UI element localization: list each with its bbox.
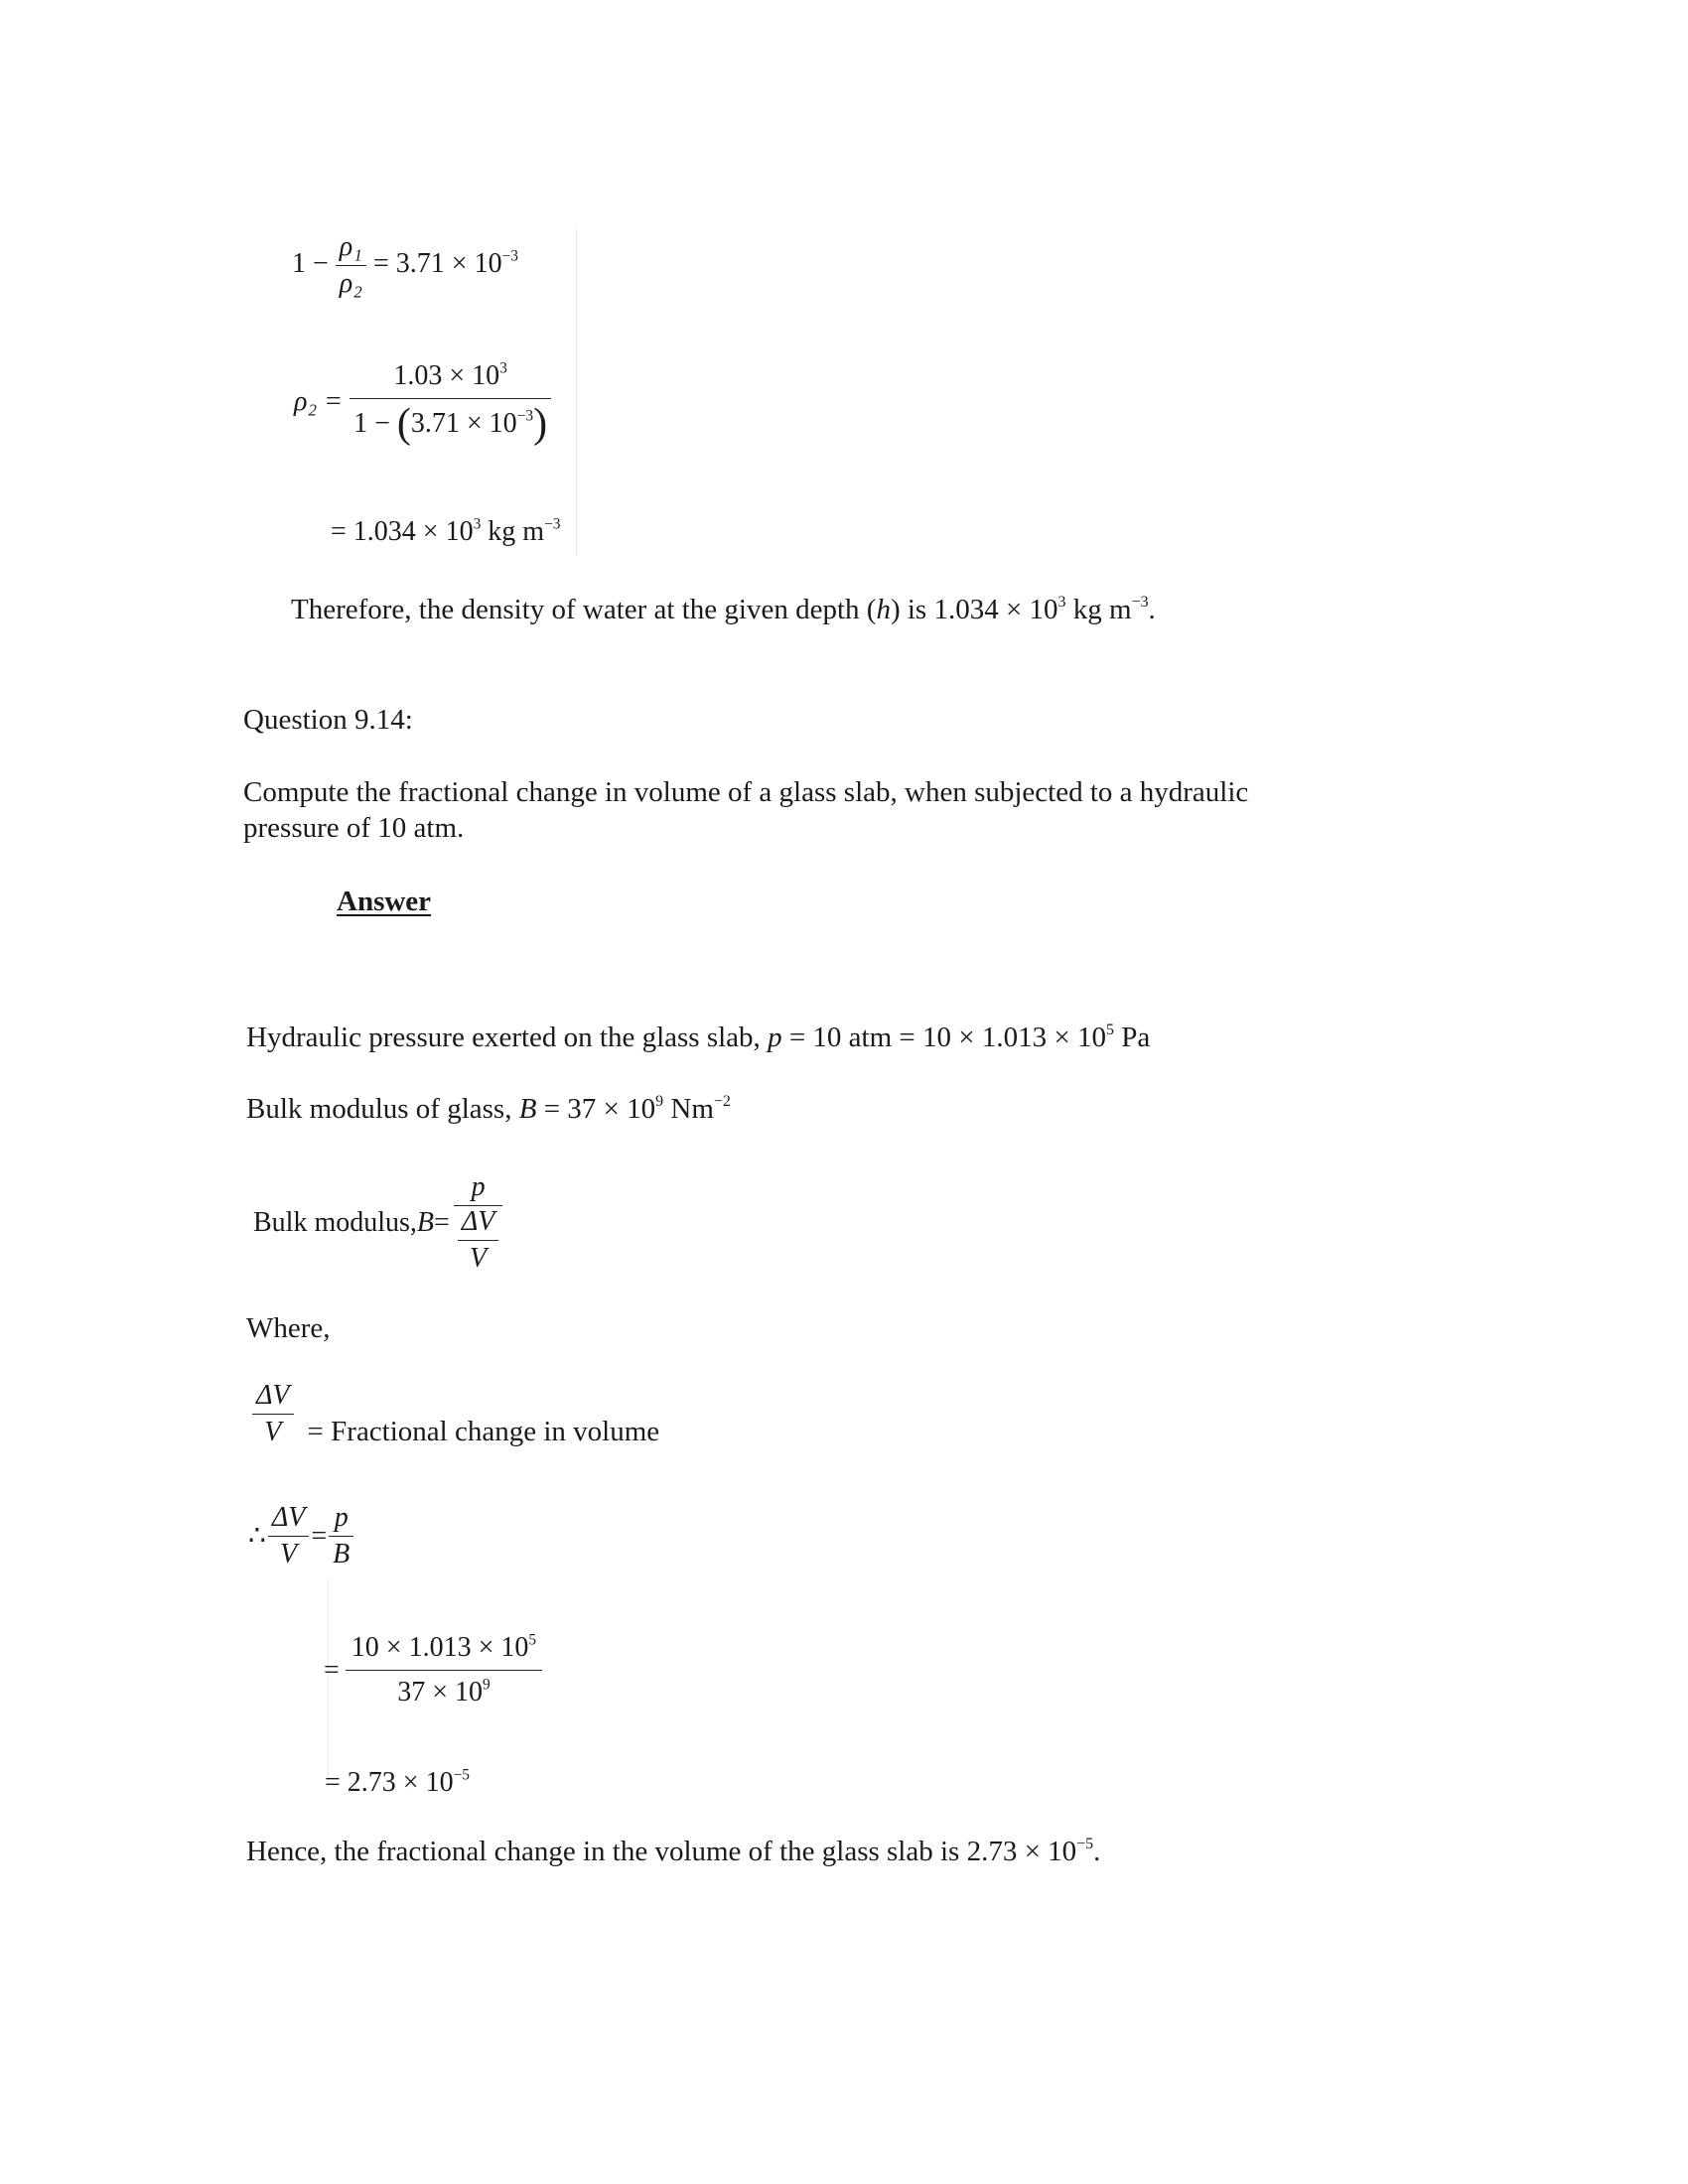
conclusion-unit: kg m	[1065, 594, 1132, 625]
result-exponent: −5	[453, 1766, 470, 1784]
pressure-var: p	[768, 1022, 782, 1053]
frac-def-fraction	[252, 1382, 294, 1446]
calc-num-exponent: 5	[528, 1631, 537, 1649]
eq3-text: = 1.034 × 10	[331, 516, 474, 547]
eq2-right-paren: )	[533, 401, 548, 447]
question-title: Question 9.14:	[243, 704, 413, 736]
bulk-def-inner-fraction	[458, 1208, 499, 1273]
eq3-unit: kg m	[488, 516, 545, 547]
eq1-rhs: = 3.71 × 10	[372, 247, 502, 279]
pressure-exponent: 5	[1105, 1022, 1114, 1039]
bulk-def-inner-denominator: V	[470, 1243, 488, 1274]
calc-denominator	[346, 1671, 542, 1706]
eq1-fraction	[336, 233, 366, 298]
final-text: Hence, the fractional change in the volume of the glass slab is 2.73 × 10	[246, 1836, 1077, 1867]
bulk-var: B	[518, 1093, 537, 1125]
conclusion-exponent: 3	[1057, 594, 1066, 612]
bulk-def-fraction	[454, 1173, 503, 1273]
frac-def-denominator: V	[264, 1417, 282, 1447]
calculation-result	[325, 1766, 470, 1798]
where-label: Where,	[246, 1312, 331, 1344]
eq2-numerator	[350, 359, 551, 399]
eq1-numerator: ρ₁	[336, 233, 366, 266]
bulk-def-denominator	[454, 1206, 503, 1273]
density-conclusion	[291, 596, 1156, 624]
bulk-unit-exponent: −2	[713, 1093, 731, 1111]
conclusion-end: .	[1148, 594, 1156, 625]
pressure-unit: Pa	[1113, 1022, 1151, 1053]
bulk-def-var: B	[416, 1207, 435, 1238]
therefore-right-fraction	[329, 1504, 353, 1569]
bulk-def-numerator: p	[454, 1173, 503, 1206]
conclusion-post: ) is 1.034 × 10	[890, 594, 1058, 625]
equation-rho2-result	[331, 515, 561, 547]
bulk-exponent: 9	[655, 1093, 664, 1111]
eq2-fraction	[350, 359, 551, 447]
bulk-modulus-glass-line	[246, 1095, 731, 1124]
calc-den-exponent: 9	[482, 1676, 491, 1694]
scan-artifact-line	[576, 228, 577, 556]
calc-equals: =	[324, 1654, 340, 1686]
eq1-denominator: ρ₂	[339, 268, 362, 299]
therefore-left-numerator: ΔV	[268, 1504, 310, 1537]
eq2-lhs: ρ₂ =	[294, 385, 344, 417]
eq1-rhs-exponent: −3	[501, 247, 518, 265]
equation-density-ratio	[292, 233, 518, 298]
bulk-unit: Nm	[663, 1093, 714, 1125]
eq2-left-paren: (	[396, 401, 411, 447]
equation-rho2	[294, 359, 551, 447]
question-text-line2: pressure of 10 atm.	[243, 812, 465, 844]
eq2-denominator	[350, 399, 551, 445]
therefore-right-denominator: B	[333, 1539, 351, 1570]
bulk-def-inner-numerator: ΔV	[458, 1208, 499, 1241]
conclusion-var: h	[876, 594, 891, 625]
final-conclusion	[246, 1838, 1100, 1866]
therefore-equation	[248, 1504, 353, 1569]
calc-den-text: 37 × 10	[397, 1677, 483, 1707]
answer-heading: Answer	[337, 886, 432, 917]
eq2-num-exponent: 3	[499, 359, 507, 377]
frac-def-numerator: ΔV	[252, 1382, 294, 1415]
therefore-equals: =	[311, 1520, 328, 1552]
calc-numerator	[346, 1631, 542, 1671]
bulk-def-eq: =	[434, 1207, 450, 1238]
conclusion-unit-exponent: −3	[1131, 594, 1149, 612]
calc-num-text: 10 × 1.013 × 10	[351, 1632, 529, 1663]
therefore-left-denominator: V	[280, 1539, 298, 1570]
conclusion-pre: Therefore, the density of water at the given depth (	[291, 594, 877, 625]
eq1-one-minus: 1 −	[292, 247, 329, 279]
bulk-modulus-definition	[253, 1173, 502, 1273]
pressure-mid: = 10 atm = 10 × 1.013 × 10	[781, 1022, 1106, 1053]
calc-fraction	[346, 1631, 542, 1707]
result-text: = 2.73 × 10	[325, 1767, 454, 1798]
eq2-den-inner: 3.71 × 10	[410, 407, 517, 439]
fractional-change-definition	[252, 1382, 659, 1446]
bulk-pre: Bulk modulus of glass,	[246, 1093, 519, 1125]
frac-def-text: = Fractional change in volume	[307, 1416, 660, 1447]
eq3-unit-exponent: −3	[544, 515, 561, 533]
eq2-num-text: 1.03 × 10	[393, 360, 500, 391]
question-text-line1: Compute the fractional change in volume of a glass slab, when subjected to a hydraulic	[243, 776, 1249, 808]
therefore-icon: ∴	[248, 1520, 266, 1552]
bulk-def-label: Bulk modulus,	[253, 1207, 417, 1238]
pressure-pre: Hydraulic pressure exerted on the glass slab,	[246, 1022, 769, 1053]
eq2-den-exponent: −3	[516, 407, 534, 425]
eq3-exponent: 3	[473, 515, 482, 533]
bulk-mid: = 37 × 10	[536, 1093, 656, 1125]
final-exponent: −5	[1076, 1836, 1094, 1853]
therefore-left-fraction	[268, 1504, 310, 1569]
hydraulic-pressure-line	[246, 1024, 1150, 1052]
therefore-right-numerator: p	[329, 1504, 353, 1537]
eq2-den-pre: 1 −	[353, 407, 390, 439]
calculation-fraction	[324, 1631, 542, 1707]
final-end: .	[1093, 1836, 1101, 1867]
